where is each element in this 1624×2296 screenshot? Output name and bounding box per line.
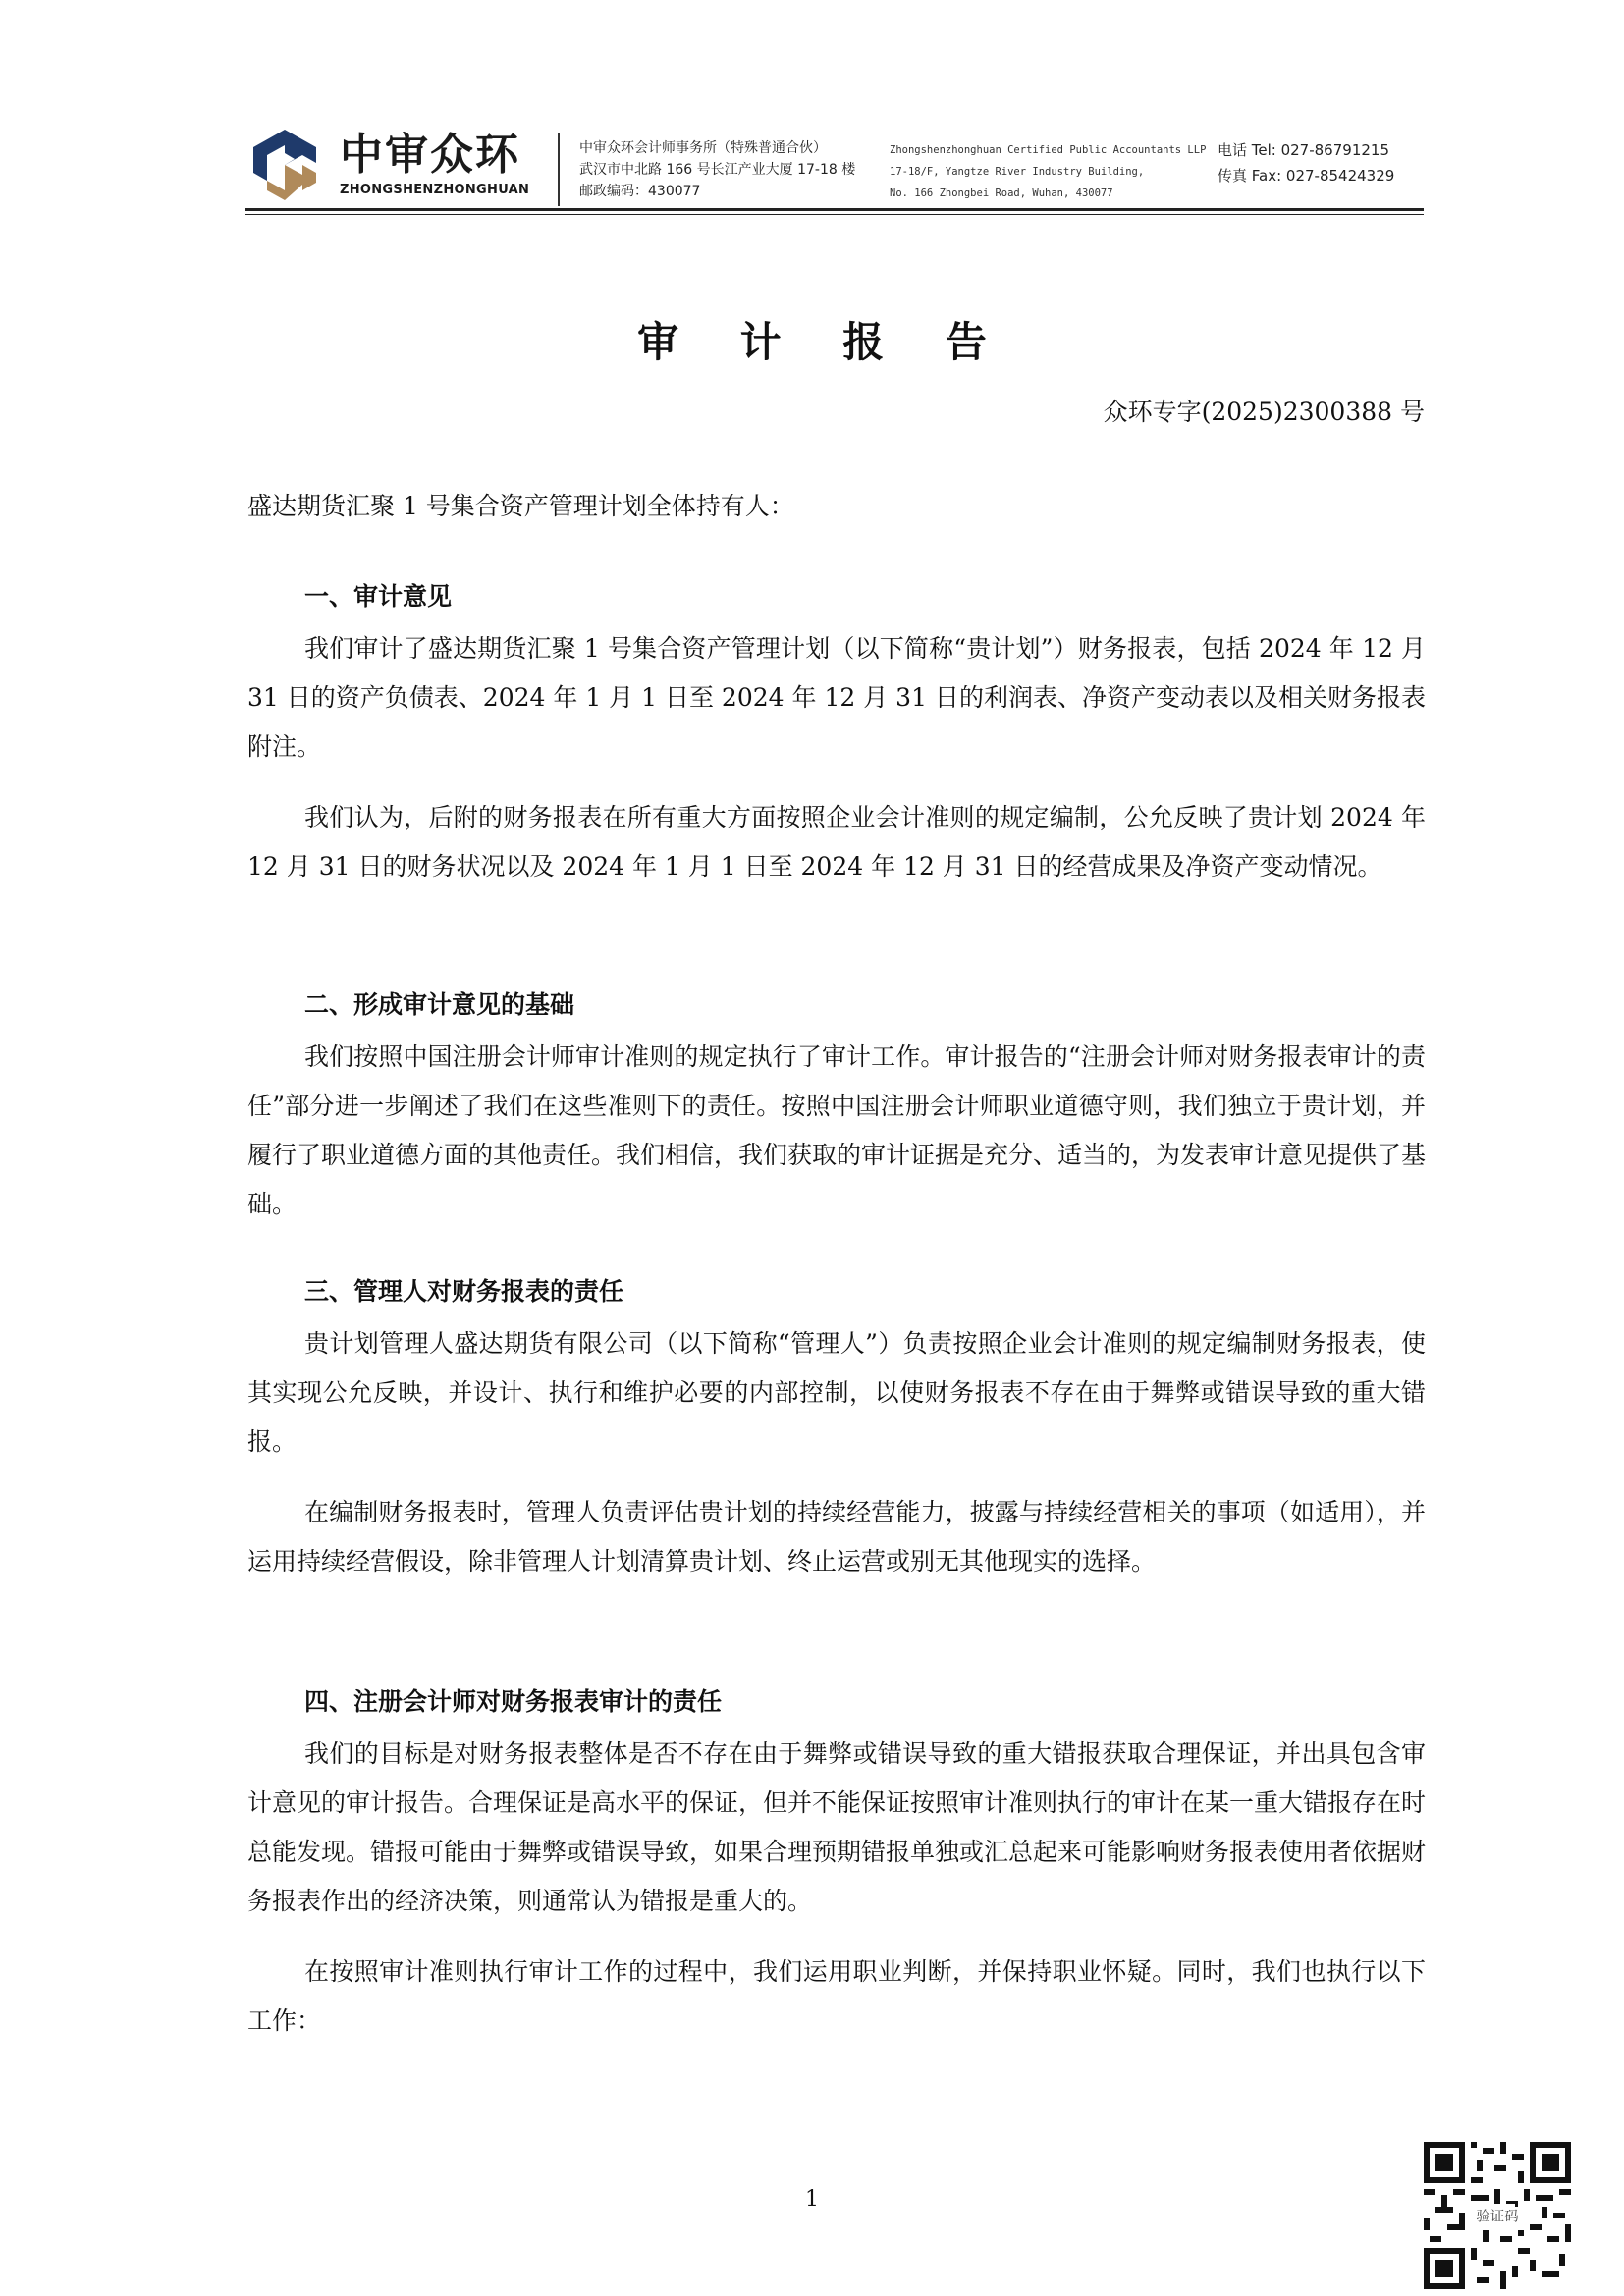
- firm-address-en-1: 17-18/F, Yangtze River Industry Building,: [890, 166, 1145, 178]
- section-basis-for-opinion: [247, 986, 1426, 1251]
- addressee: 盛达期货汇聚 1 号集合资产管理计划全体持有人：: [247, 492, 794, 520]
- letterhead: [245, 126, 1424, 212]
- firm-logo-icon: [245, 126, 324, 204]
- paragraph: 我们按照中国注册会计师审计准则的规定执行了审计工作。审计报告的“注册会计师对财务报表审计的责任”部分进一步阐述了我们在这些准则下的责任。按照中国注册会计师职业道德守则，我们独立于贵计划，并履行了职业道德方面的其他责任。我们相信，我们获取的审计证据是充分、适当的，为发表审计意见提供了基础。: [247, 1042, 1427, 1218]
- letterhead-divider: [558, 133, 560, 206]
- firm-fax: 传真 Fax: 027-85424329: [1218, 167, 1395, 185]
- firm-info-cn: [579, 137, 855, 202]
- section-heading: 二、形成审计意见的基础: [304, 990, 575, 1019]
- firm-telephone: 电话 Tel: 027-86791215: [1218, 141, 1389, 159]
- brand-name-en: ZHONGSHENZHONGHUAN: [340, 183, 530, 197]
- firm-address-cn: 武汉市中北路 166 号长江产业大厦 17-18 楼: [579, 162, 856, 178]
- document-number: 众环专字(2025)2300388 号: [1103, 398, 1425, 426]
- section-audit-opinion: [247, 577, 1426, 913]
- firm-contact: [1218, 137, 1394, 188]
- firm-name-en: Zhongshenzhonghuan Certified Public Accountants LLP: [890, 144, 1207, 156]
- verification-qr-code-icon: [1424, 2142, 1571, 2289]
- report-title: 审 计 报 告: [637, 318, 1010, 366]
- page-number: 1: [805, 2187, 819, 2212]
- paragraph: 在编制财务报表时，管理人负责评估贵计划的持续经营能力，披露与持续经营相关的事项（如适用），并运用持续经营假设，除非管理人计划清算贵计划、终止运营或别无其他现实的选择。: [247, 1498, 1426, 1575]
- letterhead-rule: [245, 208, 1424, 211]
- section-heading: 四、注册会计师对财务报表审计的责任: [304, 1687, 723, 1716]
- letterhead-rule-thin: [245, 214, 1424, 215]
- paragraph: 我们审计了盛达期货汇聚 1 号集合资产管理计划（以下简称“贵计划”）财务报表，包括 2024 年 12 月 31 日的资产负债表、2024 年 1 月 1 日至 2024 年 12 月 31 日的利润表、净资产变动表以及相关财务报表附注。: [247, 634, 1426, 761]
- brand-name-cn: 中审众环: [340, 130, 520, 180]
- firm-address-en-2: No. 166 Zhongbei Road, Wuhan, 430077: [890, 187, 1113, 199]
- paragraph: 我们认为，后附的财务报表在所有重大方面按照企业会计准则的规定编制，公允反映了贵计划 2024 年 12 月 31 日的财务状况以及 2024 年 1 月 1 日至 2024 年 12 月 31 日的经营成果及净资产变动情况。: [247, 803, 1426, 881]
- qr-stamp-text: 验证码: [1476, 2209, 1519, 2225]
- section-auditor-responsibility: [247, 1682, 1426, 2067]
- firm-postcode-cn: 邮政编码：430077: [579, 184, 701, 199]
- firm-info-en: [890, 139, 1206, 204]
- paragraph: 在按照审计准则执行审计工作的过程中，我们运用职业判断，并保持职业怀疑。同时，我们也执行以下工作：: [247, 1957, 1426, 2035]
- section-heading: 一、审计意见: [304, 582, 453, 611]
- paragraph: 我们的目标是对财务报表整体是否不存在由于舞弊或错误导致的重大错报获取合理保证，并出具包含审计意见的审计报告。合理保证是高水平的保证，但并不能保证按照审计准则执行的审计在某一重大错报存在时总能发现。错报可能由于舞弊或错误导致，如果合理预期错报单独或汇总起来可能影响财务报表使用者依据财务报表作出的经济决策，则通常认为错报是重大的。: [247, 1739, 1427, 1915]
- firm-name-cn: 中审众环会计师事务所（特殊普通合伙）: [579, 140, 827, 156]
- paragraph: 贵计划管理人盛达期货有限公司（以下简称“管理人”）负责按照企业会计准则的规定编制财务报表，使其实现公允反映，并设计、执行和维护必要的内部控制，以使财务报表不存在由于舞弊或错误导致的重大错报。: [247, 1329, 1426, 1456]
- section-heading: 三、管理人对财务报表的责任: [304, 1277, 624, 1306]
- section-management-responsibility: [247, 1272, 1426, 1608]
